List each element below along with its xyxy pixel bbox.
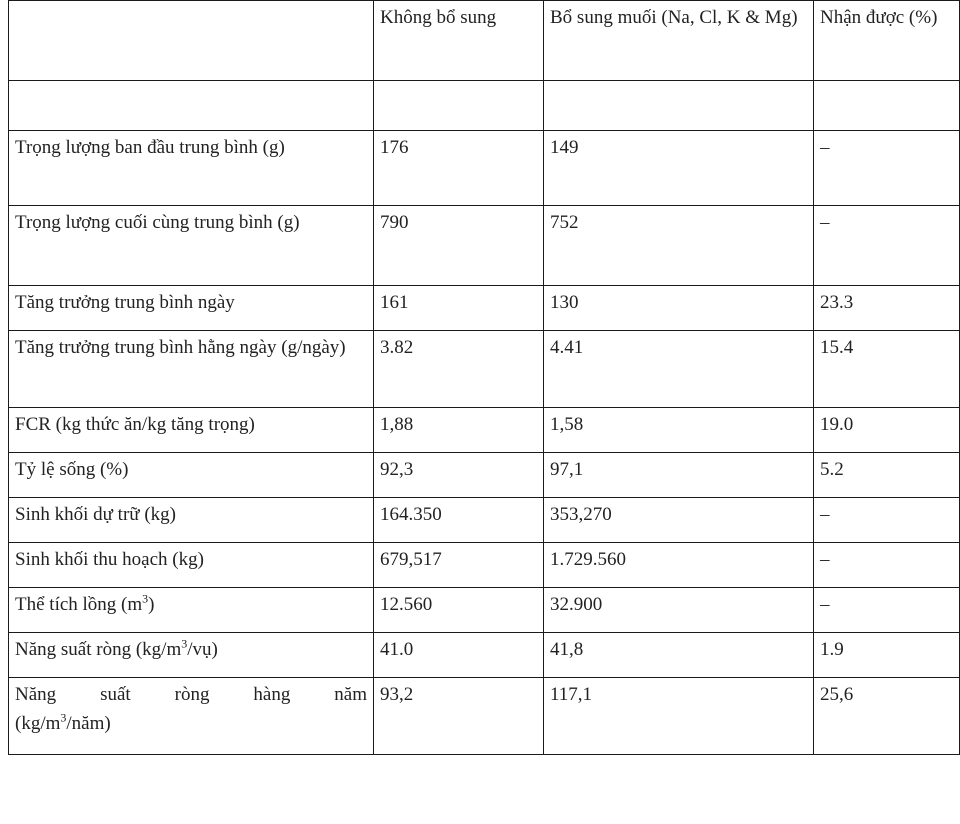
row-label: Sinh khối thu hoạch (kg)	[9, 543, 374, 588]
cell-gain: –	[814, 206, 960, 286]
cell-salt-supplement: 117,1	[544, 678, 814, 755]
table-row	[9, 206, 960, 286]
table-row	[9, 588, 960, 633]
row-label: Sinh khối dự trữ (kg)	[9, 498, 374, 543]
row-label: Năng suất ròng hàng năm $(kg/m^3/năm)$	[9, 678, 374, 755]
header-cell-gain: Nhận được (%)	[814, 1, 960, 81]
cell-gain: –	[814, 498, 960, 543]
cell-salt-supplement: 1.729.560	[544, 543, 814, 588]
header-cell-salt-supplement: Bổ sung muối (Na, Cl, K & Mg)	[544, 1, 814, 81]
cell-no-supplement: 92,3	[374, 453, 544, 498]
cell-salt-supplement	[544, 81, 814, 131]
cell-salt-supplement: 1,58	[544, 408, 814, 453]
cell-no-supplement: 164.350	[374, 498, 544, 543]
row-label: FCR (kg thức ăn/kg tăng trọng)	[9, 408, 374, 453]
row-label: Tăng trưởng trung bình hằng ngày (g/ngày)	[9, 331, 374, 408]
cell-no-supplement: 679,517	[374, 543, 544, 588]
cell-gain: 15.4	[814, 331, 960, 408]
cell-no-supplement: 790	[374, 206, 544, 286]
table-row	[9, 633, 960, 678]
cell-salt-supplement: 32.900	[544, 588, 814, 633]
table-row	[9, 498, 960, 543]
table-row	[9, 131, 960, 206]
cell-gain: –	[814, 588, 960, 633]
header-row	[9, 1, 960, 81]
cell-salt-supplement: 149	[544, 131, 814, 206]
cell-no-supplement: 41.0	[374, 633, 544, 678]
table-row	[9, 408, 960, 453]
cell-salt-supplement: 97,1	[544, 453, 814, 498]
table-row	[9, 286, 960, 331]
table-row	[9, 331, 960, 408]
cell-no-supplement: 3.82	[374, 331, 544, 408]
cell-gain: 19.0	[814, 408, 960, 453]
table-row	[9, 543, 960, 588]
cell-no-supplement: 93,2	[374, 678, 544, 755]
cell-salt-supplement: 353,270	[544, 498, 814, 543]
cell-salt-supplement: 4.41	[544, 331, 814, 408]
cell-gain	[814, 81, 960, 131]
cell-gain: 23.3	[814, 286, 960, 331]
cell-salt-supplement: 130	[544, 286, 814, 331]
table-row	[9, 678, 960, 755]
cell-no-supplement	[374, 81, 544, 131]
data-table	[8, 0, 960, 755]
cell-no-supplement: 176	[374, 131, 544, 206]
header-cell-empty	[9, 1, 374, 81]
table-row	[9, 453, 960, 498]
row-label: Tăng trưởng trung bình ngày	[9, 286, 374, 331]
header-cell-no-supplement: Không bổ sung	[374, 1, 544, 81]
cell-no-supplement: 161	[374, 286, 544, 331]
cell-gain: 5.2	[814, 453, 960, 498]
row-label: Trọng lượng ban đầu trung bình (g)	[9, 131, 374, 206]
row-label: Trọng lượng cuối cùng trung bình (g)	[9, 206, 374, 286]
cell-gain: –	[814, 131, 960, 206]
row-label: Thể tích lồng $(m^3)$	[9, 588, 374, 633]
table-row	[9, 81, 960, 131]
cell-no-supplement: 1,88	[374, 408, 544, 453]
row-label: Tỷ lệ sống (%)	[9, 453, 374, 498]
cell-no-supplement: 12.560	[374, 588, 544, 633]
cell-gain: –	[814, 543, 960, 588]
cell-gain: 1.9	[814, 633, 960, 678]
cell-gain: 25,6	[814, 678, 960, 755]
row-label	[9, 81, 374, 131]
cell-salt-supplement: 752	[544, 206, 814, 286]
row-label: Năng suất ròng $(kg/m^3/vụ)$	[9, 633, 374, 678]
cell-salt-supplement: 41,8	[544, 633, 814, 678]
